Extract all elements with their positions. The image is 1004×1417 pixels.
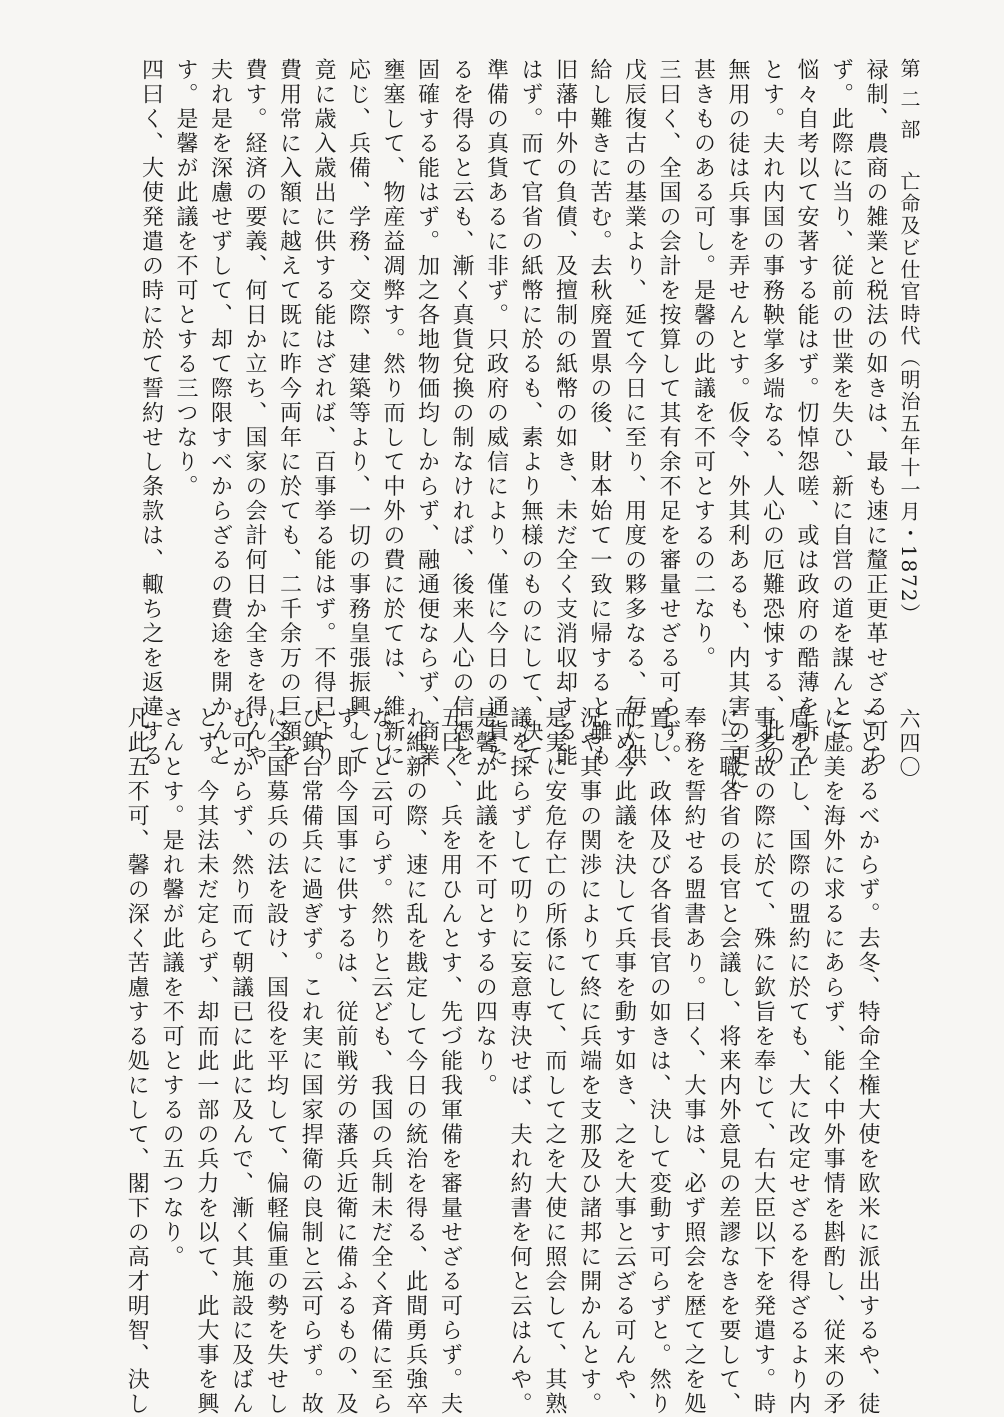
text-column: 況や其事の関渉によりて終に兵端を支那及ひ諸邦に開かんとす。: [576, 706, 602, 1417]
text-column: ことあるべからず。去冬、特命全権大使を欧米に派出するや、徒: [855, 706, 880, 1417]
text-column: 甚きものある可し。是馨の此議を不可とするの二なり。: [690, 58, 716, 671]
text-column: 壅塞して、物産益凋弊す。然り而して中外の費に於ては、維新に: [380, 58, 405, 769]
text-column: とす。今其法未だ定らず、却而此一部の兵力を以て、此大事を興: [193, 706, 219, 1417]
text-column: 置し、政体及び各省長官の如きは、決して変動す可らずと。然り: [646, 706, 672, 1417]
text-column: るを得ると云も、漸く真貨兌換の制なければ、後来人心の信憑を: [449, 58, 474, 769]
text-column: 議を採らずして叨りに妄意専決せば、夫れ約書を何と云はんや。: [507, 706, 533, 1417]
text-column: 準備の真貨あるに非ず。只政府の威信により、僅に今日の通貨た: [483, 58, 509, 769]
text-column: 而め今此議を決して兵事を動す如き、之を大事と云ざる可んや、: [611, 706, 637, 1417]
text-column: 給し難きに苦む。去秋廃置県の後、財本始て一致に帰すると雖も: [587, 58, 612, 769]
text-column: はず。而て官省の紙幣に於るも、素より無様のものにして、決て: [518, 58, 543, 769]
text-column: 三曰く、全国の会計を按算して其有余不足を審量せざる可らず。: [656, 58, 681, 769]
text-column: 四曰く、大使発遣の時に於て誓約せし条款は、輙ち之を返違する: [138, 58, 164, 769]
text-column: 是馨が此議を不可とするの四なり。: [472, 706, 498, 1098]
text-column: さんとす。是れ馨が此議を不可とするの五つなり。: [159, 706, 185, 1270]
text-column: 費す。経済の要義、何日か立ち、国家の会計何日か全きを得んや: [242, 58, 267, 769]
text-column: 無用の徒は兵事を弄せんとす。仮令、外其利あるも、内其害の更に: [725, 58, 750, 793]
text-column: 夫れ是を深慮せずして、却て際限すべからざるの費途を開かんと: [207, 58, 233, 769]
text-column: れ維新の際、速に乱を戡定して今日の統治を得る、此間勇兵強卒: [402, 706, 428, 1417]
text-column: 奉務を誓約せる盟書あり。曰く、大事は、必ず照会を歴て之を処: [681, 706, 707, 1417]
text-column: 是実に安危存亡の所係にして、而して之を大使に照会して、其熟: [541, 706, 567, 1417]
text-column: とす。夫れ内国の事務鞅掌多端なる、人心の厄難恐悚する、此の: [759, 58, 785, 769]
text-column: に全国募兵の法を設け、国役を平均して、偏軽偏重の勢を失せし: [263, 706, 289, 1417]
lower-text-block: [124, 706, 884, 1417]
header-part: 第 二 部: [897, 58, 921, 141]
text-column: ず。此際に当り、従前の世業を失ひ、新に自営の道を謀んとて。: [828, 58, 854, 769]
text-column: む可からず、然り而て朝議已に此に及んで、漸く其施設に及ばん: [228, 706, 254, 1417]
text-column: 固確する能はず。加之各地物価均しからず、融通便ならず、商業: [414, 58, 440, 769]
header-title: 亡命及ビ仕官時代: [897, 170, 921, 347]
text-column: 戊辰復古の基業より、延て今日に至り、用度の夥多なる、毎に供: [621, 58, 647, 769]
text-column: に三職各省の長官と会議し、将来内外意見の差謬なきを要して、: [715, 706, 741, 1417]
running-header: [892, 58, 926, 628]
text-column: なしと云可らず。然りと云ども、我国の兵制未だ全く斉備に至ら: [367, 706, 393, 1417]
text-column: 応じ、兵備、学務、交際、建築等より、一切の事務皇張振興して: [345, 58, 371, 769]
text-column: び鎮台常備兵に過ぎず。これ実に国家捍衛の良制と云可らず。故: [298, 706, 324, 1417]
text-column: 竟に歳入歳出に供する能はざれば、百事挙る能はず。不得已より: [311, 58, 336, 769]
text-column: 禄制、農商の雑業と税法の如きは、最も速に釐正更革せざる可ら: [863, 58, 888, 769]
text-column: 盾を正し、国際の盟約に於ても、大に改定せざるを得ざるより内: [785, 706, 811, 1417]
text-column: 五曰く、兵を用ひんとす、先づ能我軍備を審量せざる可らず。夫: [437, 706, 463, 1417]
text-column: 悩々自考以て安著する能はず。忉悼怨嗟、或は政府の酷薄を訴ん: [794, 58, 819, 769]
header-date: （明治五年十一月・1872）: [897, 346, 921, 626]
text-column: 凡此五不可、馨の深く苦慮する処にして、閣下の高才明智、決し: [124, 706, 150, 1417]
page-number: 六四〇: [897, 708, 921, 780]
text-column: 事多故の際に於て、殊に欽旨を奉じて、右大臣以下を発遣す。時: [750, 706, 776, 1417]
text-column: に虚美を海外に求るにあらず、能く中外事情を斟酌し、従来の矛: [820, 706, 846, 1417]
text-column: 旧藩中外の負債、及擅制の紙幣の如き、未だ全く支消収却する能: [552, 58, 578, 769]
text-column: ず。即今国事に供するは、従前戦労の藩兵近衛に備ふるもの、及: [333, 706, 359, 1417]
text-column: す。是馨が此議を不可とする三つなり。: [173, 58, 198, 499]
text-column: 費用常に入額に越えて既に昨今両年に於ても、二千余万の巨額を: [276, 58, 302, 769]
